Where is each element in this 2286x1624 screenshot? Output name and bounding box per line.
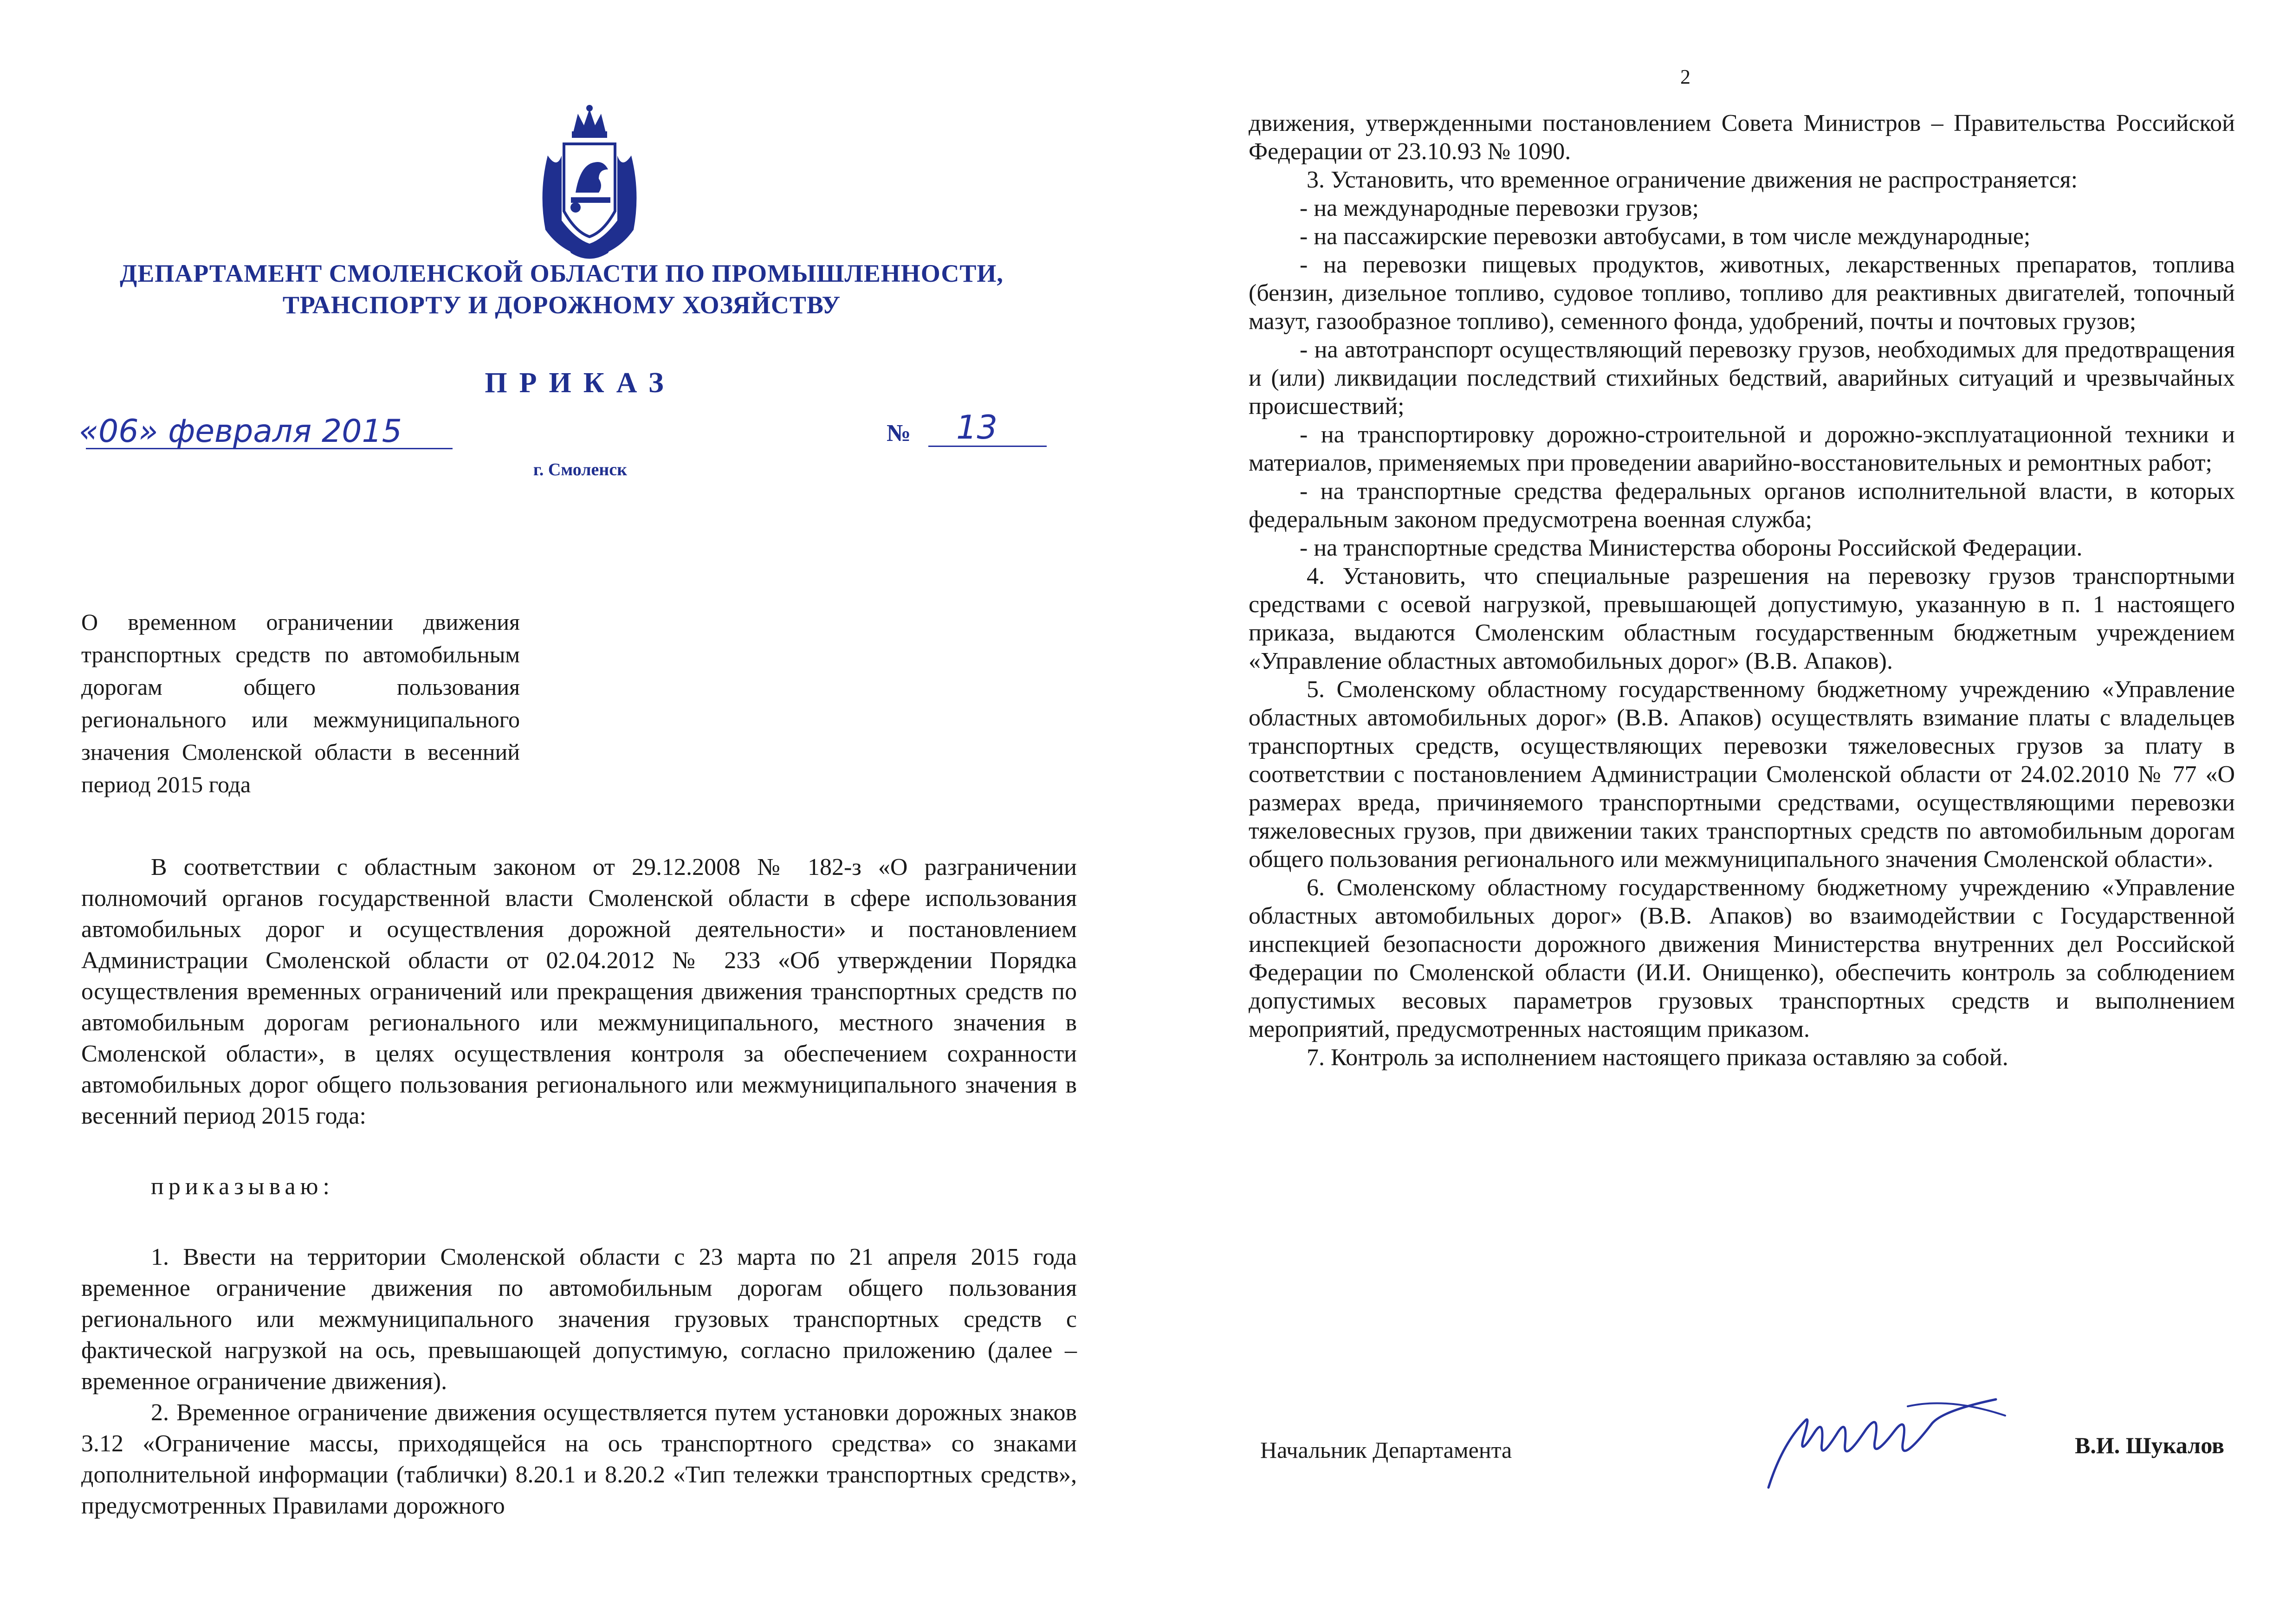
city: г. Смоленск <box>533 460 628 479</box>
item-1: 1. Ввести на территории Смоленской области с 23 марта по 21 апреля 2015 года временное ограничение движения по автомобильным дорогам общего пользования регионального или межмуниципального значения грузовых транспортных средств с фактической нагрузкой на ось, превышающей допустимую, согласно приложению (далее – временное ограничение движения). <box>81 1244 1077 1395</box>
department-line-2: ТРАНСПОРТУ И ДОРОЖНОМУ ХОЗЯЙСТВУ <box>282 291 841 319</box>
order-date <box>74 413 455 450</box>
order-number <box>887 408 1049 450</box>
number-sign: № <box>887 420 911 446</box>
order-date-value: «06» февраля 2015 <box>79 413 402 450</box>
order-subject: О временном ограничении движения транспортных средств по автомобильным дорогам общего пользования регионального или межмуниципального значения Смоленской области в весенний период 2015 года <box>81 609 520 797</box>
order-word: приказываю: <box>151 1173 334 1200</box>
page-number: 2 <box>1680 65 1690 88</box>
page-1 <box>0 0 1142 1624</box>
handwritten-signature <box>1755 1388 2014 1495</box>
order-body-right <box>1249 109 2235 1072</box>
item-3-intro: 3. Установить, что временное ограничение движения не распространяется: <box>1307 167 2078 193</box>
page-2 <box>1142 0 2286 1624</box>
preamble: В соответствии с областным законом от 29.12.2008 № 182-з «О разграничении полномочий органов государственной власти Смоленской области в сфере использования автомобильных дорог и осуществления дорожной деятельности» и постановлением Администрации Смоленской области от 02.04.2012 № 233 «Об утверждении Порядка осуществления временных ограничений или прекращения движения транспортных средств по автомобильным дорогам регионального или межмуниципального, местного значения в Смоленской области», в целях осуществления контроля за обеспечением сохранности автомобильных дорог общего пользования регионального или межмуниципального значения в весенний период 2015 года: <box>81 854 1077 1129</box>
coat-of-arms-icon <box>529 104 650 262</box>
item-3-list-item: - на транспортные средства Министерства обороны Российской Федерации. <box>1300 535 2083 561</box>
item-3-list-item: - на пассажирские перевозки автобусами, в том числе международные; <box>1300 223 2031 250</box>
signer-title: Начальник Департамента <box>1260 1437 1512 1463</box>
order-number-value: 13 <box>956 408 998 446</box>
item-2: 2. Временное ограничение движения осуществляется путем установки дорожных знаков 3.12 «Ограничение массы, приходящейся на ось транспортного средства» со знаками дополнительной информации (таблички) 8.20.1 и 8.20.2 «Тип тележки транспортных средств», предусмотренных Правилами дорожного <box>81 1399 1077 1519</box>
item-5: 5. Смоленскому областному государственному бюджетному учреждению «Управление областных автомобильных дорог» (В.В. Апаков) осуществлять взимание платы с владельцев транспортных средств, осуществляющих перевозки тяжеловесных грузов за плату в соответствии с постановлением Администрации Смоленской области от 24.02.2010 № 77 «О размерах вреда, причиняемого транспортными средствами, осуществляющими перевозки тяжеловесных грузов, при движении таких транспортных средств по автомобильным дорогам общего пользования регионального или межмуниципального значения Смоленской области». <box>1249 676 2235 873</box>
order-body-left <box>81 852 1077 1521</box>
item-2-continued: движения, утвержденными постановлением Совета Министров – Правительства Российской Федерации от 23.10.93 № 1090. <box>1249 110 2235 165</box>
item-3-list-item: - на автотранспорт осуществляющий перевозку грузов, необходимых для предотвращения и (или) ликвидации последствий стихийных бедствий, аварийных ситуаций и чрезвычайных происшествий; <box>1249 336 2235 420</box>
item-3-list-item: - на международные перевозки грузов; <box>1300 195 1699 221</box>
document-type: ПРИКАЗ <box>485 367 676 399</box>
department-line-1: ДЕПАРТАМЕНТ СМОЛЕНСКОЙ ОБЛАСТИ ПО ПРОМЫШЛЕННОСТИ, <box>120 259 1004 287</box>
item-3-list-item: - на транспортировку дорожно-строительной и дорожно-эксплуатационной техники и материалов, применяемых при проведении аварийно-восстановительных и ремонтных работ; <box>1249 421 2235 476</box>
department-name <box>111 258 1012 321</box>
item-6: 6. Смоленскому областному государственному бюджетному учреждению «Управление областных автомобильных дорог» (В.В. Апаков) во взаимодействии с Государственной инспекцией безопасности дорожного движения Министерства внутренних дел Российской Федерации по Смоленской области (И.И. Онищенко), обеспечить контроль за соблюдением допустимых весовых параметров грузовых транспортных средств и выполнением мероприятий, предусмотренных настоящим приказом. <box>1249 874 2235 1042</box>
signer-name: В.И. Шукалов <box>2075 1432 2224 1458</box>
item-4: 4. Установить, что специальные разрешения на перевозку грузов транспортными средствами с осевой нагрузкой, превышающей допустимую, указанную в п. 1 настоящего приказа, выдаются Смоленским областным государственным бюджетным учреждением «Управление областных автомобильных дорог» (В.В. Апаков). <box>1249 563 2235 674</box>
item-3-list-item: - на транспортные средства федеральных органов исполнительной власти, в которых федеральным законом предусмотрена военная служба; <box>1249 478 2235 533</box>
item-3-list-item: - на перевозки пищевых продуктов, животных, лекарственных препаратов, топлива (бензин, дизельное топливо, судовое топливо, топливо для реактивных двигателей, топочный мазут, газообразное топливо), семенного фонда, удобрений, почты и почтовых грузов; <box>1249 252 2235 335</box>
item-7: 7. Контроль за исполнением настоящего приказа оставляю за собой. <box>1307 1044 2008 1071</box>
